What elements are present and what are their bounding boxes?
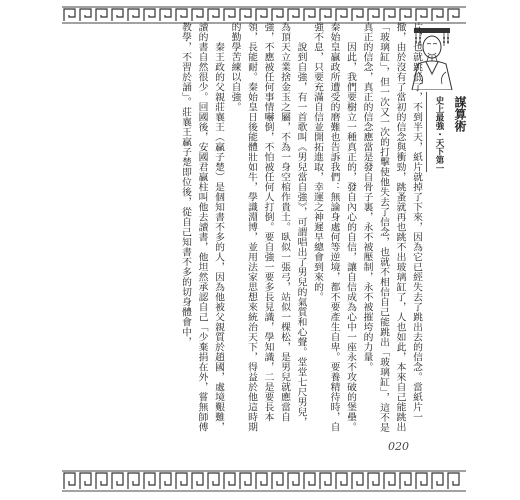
meander-border-bottom — [62, 470, 466, 492]
chapter-title: 謀算術 — [453, 96, 467, 132]
paragraph-1: 片，也就跳低了，不到半天，紙片就掉了下來，因為它已經失去了跳出去的信念。當紙片一撤，由於沒有了當初的信念與衝勁，跳蚤就再也跳不出玻璃缸了，人也如此，本來自己能跳出「玻璃缸」，但一次又一次的打擊使他失去了信念，也就不相信自己能跳出「玻璃缸」，這不是真正的信念，真正的信念應當是發自骨子裏，永不被壓制，永不被摧垮的力量。 — [361, 22, 422, 433]
page-number: 020 — [388, 440, 409, 453]
chapter-label: 史上最強・天下第一 — [434, 96, 444, 173]
paragraph-2: 因此，我們要樹立一種真正的，發自內心的自信，讓自信成為心中一座永不攻破的堡壘。秦始皇贏政所遭受的磨難也告訴我們：無論身處何等逆境，都不要產生自卑。要養精待時，自強不息，只要充滿自信並開拓進取，幸運之神遲早總會到來的。 — [312, 22, 356, 432]
paragraph-4: 秦王政的父親莊襄王（贏子楚）是個知書不多的人，因為他被父親質於趙國，處境艱難，讀的書自然很少。回國後，安國君贏柱叫他去讀書，他坦然承認自己「少棄捐在外，嘗無師傅教學，不習於誦」。莊襄王贏子楚即位後，從自己知書不多的切身體會中， — [180, 22, 224, 432]
body-text — [84, 22, 424, 436]
header-divider — [426, 92, 427, 172]
paragraph-3: 說到自強，有一首歌叫《男兒當自強》，可謂唱出了男兒的氣質和心聲。堂堂七尺男兒，為頂天立業捨金玉之屬，不為一身空棺作貴土。臥似一張弓，站似一棵松，是男兒就應當自強，不應被任何事情嚇倒，不怕被任何人打倒。要自強一要多長見識，學知識，二是要長本領，長能耐。秦始皇日後能體壯如牛，學識淵博，並用法家思想來統治天下，得益於他這時期的勤學苦練以自強。 — [229, 22, 307, 432]
